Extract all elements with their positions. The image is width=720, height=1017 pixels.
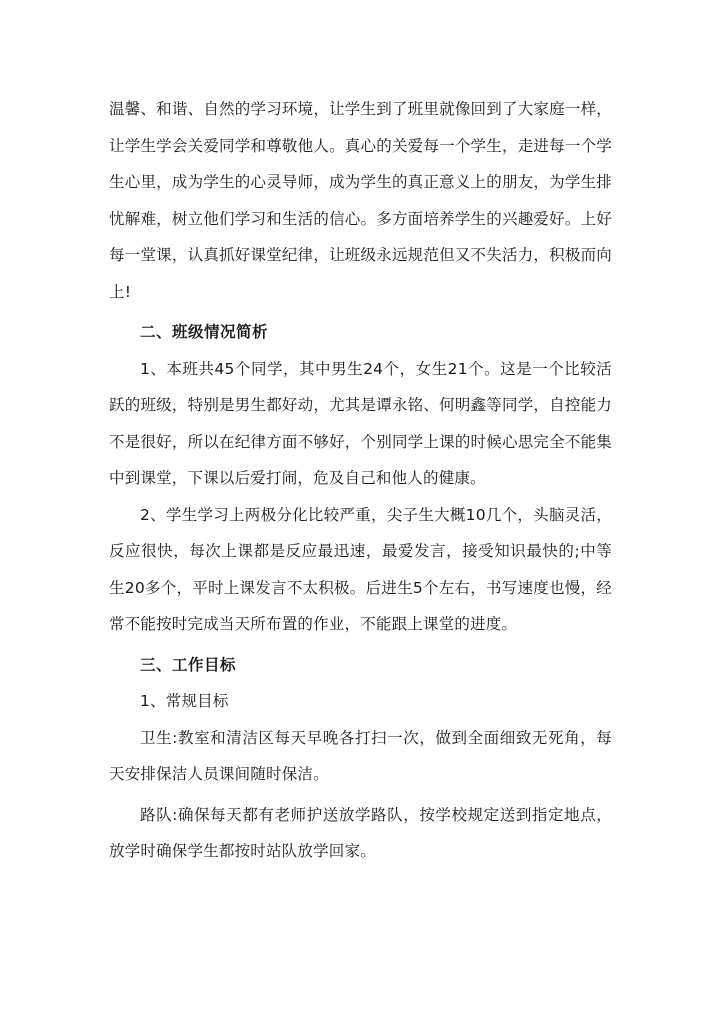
class-overview-paragraph-1: 1、本班共45个同学，其中男生24个，女生21个。这是一个比较活跃的班级，特别是男生都好动，尤其是谭永铭、何明鑫等同学，自控能力不是很好，所以在纪律方面不够好，个别同学上课的时候心思完全不能集中到课堂，下课以后爱打闹，危及自己和他人的健康。	[109, 359, 612, 487]
hygiene-paragraph: 卫生:教室和清洁区每天早晚各打扫一次，做到全面细致无死角，每天安排保洁人员课间随时保洁。	[109, 728, 612, 783]
section-heading-class-overview: 二、班级情况简析	[140, 323, 269, 341]
section-heading-work-goals: 三、工作目标	[140, 655, 237, 674]
intro-paragraph: 温馨、和谐、自然的学习环境，让学生到了班里就像回到了大家庭一样，让学生学会关爱同学和尊敬他人。真心的关爱每一个学生，走进每一个学生心里，成为学生的心灵导师，成为学生的真正意义上的朋友，为学生排忧解难，树立他们学习和生活的信心。多方面培养学生的兴趣爱好。上好每一堂课，认真抓好课堂纪律，让班级永远规范但又不失活力，积极而向上!	[109, 100, 612, 301]
class-overview-paragraph-2: 2、学生学习上两极分化比较严重，尖子生大概10几个，头脑灵活，反应很快，每次上课都是反应最迅速，最爱发言，接受知识最快的;中等生20多个，平时上课发言不太积极。后进生5个左右，书写速度也慢，经常不能按时完成当天所布置的作业，不能跟上课堂的进度。	[109, 505, 612, 633]
document-body	[109, 91, 612, 870]
subheading-routine-goals: 1、常规目标	[140, 692, 229, 710]
road-team-paragraph: 路队:确保每天都有老师护送放学路队，按学校规定送到指定地点，放学时确保学生都按时站队放学回家。	[109, 805, 612, 860]
